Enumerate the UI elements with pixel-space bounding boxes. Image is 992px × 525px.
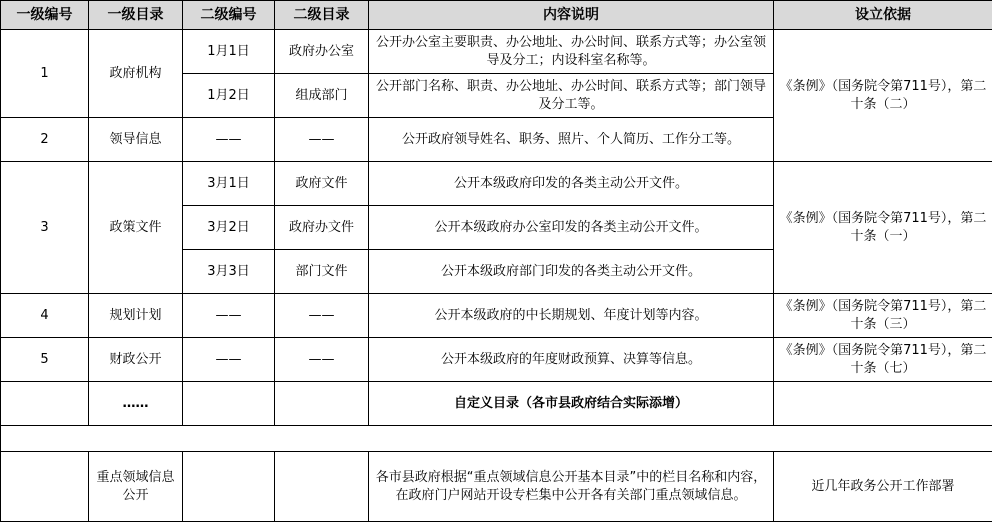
basis: 《条例》（国务院令第711号），第二十条（三） — [774, 294, 992, 338]
level1-directory: 财政公开 — [89, 338, 183, 382]
table-row — [1, 452, 992, 522]
basis: 《条例》（国务院令第711号），第二十条（一） — [774, 162, 992, 294]
level2-directory: 政府办文件 — [275, 206, 369, 250]
level2-directory: 部门文件 — [275, 250, 369, 294]
level2-number: —— — [183, 118, 275, 162]
level2-number: 3月2日 — [183, 206, 275, 250]
level1-number: 3 — [1, 162, 89, 294]
level2-directory: —— — [275, 338, 369, 382]
level2-directory — [275, 382, 369, 426]
level1-directory: …… — [89, 382, 183, 426]
content-description: 公开本级政府办公室印发的各类主动公开文件。 — [369, 206, 774, 250]
content-description: 公开办公室主要职责、办公地址、办公时间、联系方式等；办公室领导及分工；内设科室名称等。 — [369, 30, 774, 74]
level2-number: —— — [183, 338, 275, 382]
level2-number: 3月1日 — [183, 162, 275, 206]
level2-directory — [275, 452, 369, 522]
header-row — [1, 1, 992, 30]
level2-number: —— — [183, 294, 275, 338]
level2-directory: —— — [275, 118, 369, 162]
spacer-cell — [1, 426, 992, 452]
table-row — [1, 382, 992, 426]
table-row — [1, 162, 992, 206]
level2-number: 1月1日 — [183, 30, 275, 74]
content-description: 公开部门名称、职责、办公地址、办公时间、联系方式等；部门领导及分工等。 — [369, 74, 774, 118]
header-cell: 二级目录 — [275, 1, 369, 30]
level1-number: 5 — [1, 338, 89, 382]
level1-number: 1 — [1, 30, 89, 118]
level1-number: 2 — [1, 118, 89, 162]
level1-directory: 领导信息 — [89, 118, 183, 162]
table-row — [1, 294, 992, 338]
level1-number — [1, 452, 89, 522]
header-cell: 二级编号 — [183, 1, 275, 30]
level2-number: 1月2日 — [183, 74, 275, 118]
content-description: 公开政府领导姓名、职务、照片、个人简历、工作分工等。 — [369, 118, 774, 162]
content-description: 各市县政府根据“重点领域信息公开基本目录”中的栏目名称和内容，在政府门户网站开设专栏集中公开各有关部门重点领域信息。 — [369, 452, 774, 522]
spacer-row — [1, 426, 992, 452]
content-description: 公开本级政府部门印发的各类主动公开文件。 — [369, 250, 774, 294]
content-description: 公开本级政府的中长期规划、年度计划等内容。 — [369, 294, 774, 338]
basis — [774, 382, 992, 426]
level1-directory: 重点领域信息公开 — [89, 452, 183, 522]
basis: 《条例》（国务院令第711号），第二十条（二） — [774, 30, 992, 162]
content-description: 公开本级政府的年度财政预算、决算等信息。 — [369, 338, 774, 382]
level1-number: 4 — [1, 294, 89, 338]
level1-directory: 规划计划 — [89, 294, 183, 338]
level2-directory: 政府办公室 — [275, 30, 369, 74]
content-description: 自定义目录（各市县政府结合实际添增） — [369, 382, 774, 426]
level1-directory: 政府机构 — [89, 30, 183, 118]
content-description: 公开本级政府印发的各类主动公开文件。 — [369, 162, 774, 206]
level2-number — [183, 452, 275, 522]
header-cell: 内容说明 — [369, 1, 774, 30]
level1-directory: 政策文件 — [89, 162, 183, 294]
level2-number — [183, 382, 275, 426]
level1-number — [1, 382, 89, 426]
level2-directory: 政府文件 — [275, 162, 369, 206]
basis: 近几年政务公开工作部署 — [774, 452, 992, 522]
table-row — [1, 30, 992, 74]
table-row — [1, 338, 992, 382]
level2-directory: —— — [275, 294, 369, 338]
level2-directory: 组成部门 — [275, 74, 369, 118]
header-cell: 一级编号 — [1, 1, 89, 30]
level2-number: 3月3日 — [183, 250, 275, 294]
basis: 《条例》（国务院令第711号），第二十条（七） — [774, 338, 992, 382]
header-cell: 设立依据 — [774, 1, 992, 30]
header-cell: 一级目录 — [89, 1, 183, 30]
